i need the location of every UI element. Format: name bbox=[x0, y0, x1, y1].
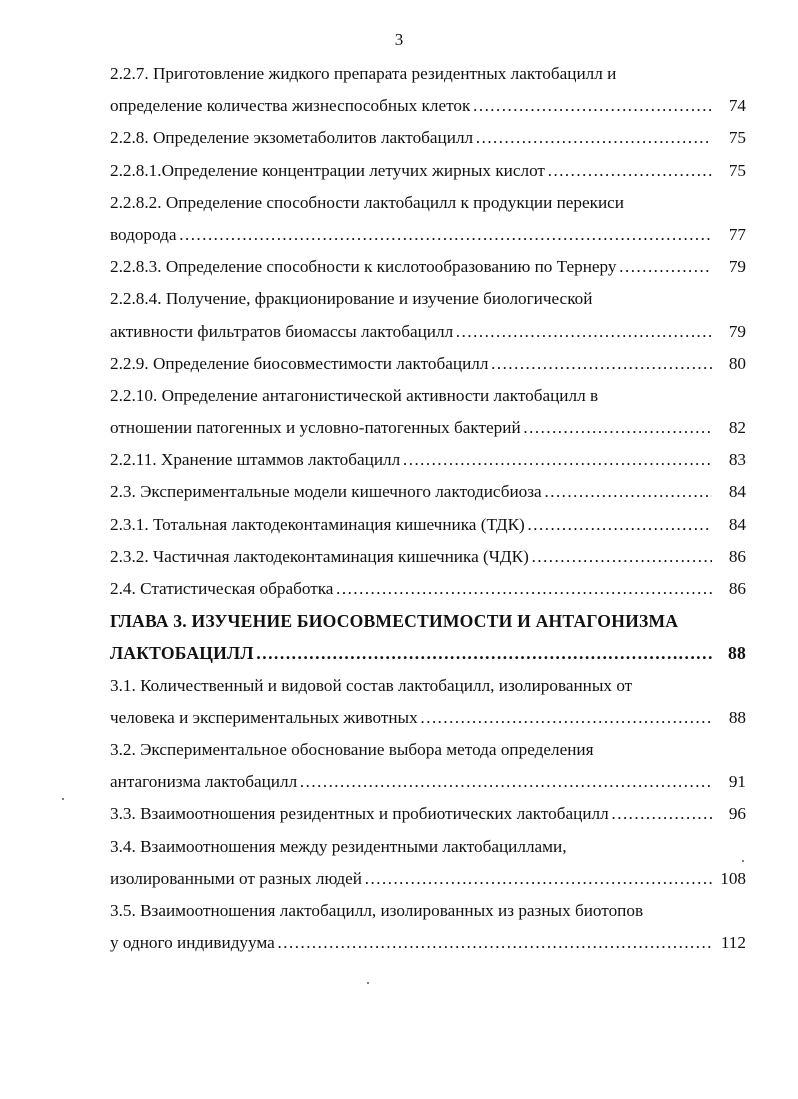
toc-entry-page: 79 bbox=[728, 257, 746, 277]
toc-entry-title: 2.2.8.1.Определение концентрации летучих жирных кислот bbox=[110, 160, 545, 180]
toc-entry-title: 2.2.8. Определение экзометаболитов лактобацилл bbox=[110, 128, 474, 148]
toc-entry-continued bbox=[110, 380, 746, 412]
toc-entry-title: изолированными от разных людей bbox=[110, 868, 362, 888]
toc-entry-title: определение количества жизнеспособных клеток bbox=[110, 96, 471, 116]
toc-entry-title: отношении патогенных и условно-патогенных бактерий bbox=[110, 418, 521, 438]
toc-entry bbox=[110, 90, 746, 122]
toc-entry bbox=[110, 573, 746, 605]
toc-entry-title: ГЛАВА 3. ИЗУЧЕНИЕ БИОСОВМЕСТИМОСТИ И АНТАГОНИЗМА bbox=[110, 611, 679, 632]
toc-entry bbox=[110, 219, 746, 251]
toc-entry-continued bbox=[110, 605, 746, 637]
toc-entry-title: ЛАКТОБАЦИЛЛ bbox=[110, 643, 254, 664]
scan-speck bbox=[367, 982, 369, 984]
toc-entry-title: 3.2. Экспериментальное обоснование выбора метода определения bbox=[110, 739, 594, 759]
toc-entry bbox=[110, 766, 746, 798]
toc-leader-dots bbox=[473, 122, 712, 154]
toc-entry bbox=[110, 348, 746, 380]
toc-entry bbox=[110, 316, 746, 348]
toc-entry bbox=[110, 251, 746, 283]
toc-entry-title: антагонизма лактобацилл bbox=[110, 772, 298, 792]
toc-leader-dots bbox=[453, 316, 712, 348]
toc-leader-dots bbox=[362, 863, 712, 895]
toc-entry-page: 75 bbox=[728, 160, 746, 180]
toc-leader-dots bbox=[609, 798, 712, 830]
toc-entry-title: 2.2.10. Определение антагонистической активности лактобацилл в bbox=[110, 385, 599, 405]
toc-entry-page: 74 bbox=[728, 96, 746, 116]
toc-entry-page: 88 bbox=[728, 643, 746, 664]
page-number: 3 bbox=[394, 30, 404, 49]
toc-entry bbox=[110, 122, 746, 154]
toc-entry-page: 112 bbox=[720, 933, 746, 953]
toc-entry-title: водорода bbox=[110, 224, 177, 244]
toc-entry-title: 3.3. Взаимоотношения резидентных и пробиотических лактобацилл bbox=[110, 804, 609, 824]
toc-leader-dots bbox=[297, 766, 712, 798]
toc-entry-title: 2.2.8.2. Определение способности лактобацилл к продукции перекиси bbox=[110, 192, 625, 212]
toc-entry-page: 91 bbox=[728, 772, 746, 792]
toc-entry-title: 2.3.2. Частичная лактодеконтаминация кишечника (ЧДК) bbox=[110, 546, 529, 566]
toc-entry-page: 77 bbox=[728, 224, 746, 244]
toc-entry-page: 83 bbox=[728, 450, 746, 470]
toc-entry-continued bbox=[110, 734, 746, 766]
toc-entry-title: 2.2.8.3. Определение способности к кислотообразованию по Тернеру bbox=[110, 257, 617, 277]
toc-entry-page: 86 bbox=[728, 579, 746, 598]
toc-entry-title: 2.2.9. Определение биосовместимости лактобацилл bbox=[110, 353, 489, 373]
toc-leader-dots bbox=[254, 637, 712, 669]
scan-speck bbox=[62, 798, 64, 800]
toc-leader-dots bbox=[521, 412, 712, 444]
toc-entry-title: 2.3. Экспериментальные модели кишечного лактодисбиоза bbox=[110, 482, 542, 502]
toc-leader-dots bbox=[470, 90, 712, 122]
toc-entry-page: 88 bbox=[728, 707, 746, 727]
toc-entry-continued bbox=[110, 831, 746, 863]
toc-entry-page: 84 bbox=[728, 514, 746, 534]
toc-entry bbox=[110, 798, 746, 830]
toc-entry bbox=[110, 927, 746, 959]
toc-entry bbox=[110, 476, 746, 508]
toc-entry bbox=[110, 155, 746, 187]
toc-leader-dots bbox=[418, 702, 712, 734]
toc-leader-dots bbox=[400, 444, 712, 476]
toc-entry-title: 2.2.7. Приготовление жидкого препарата резидентных лактобацилл и bbox=[110, 64, 617, 83]
toc-entry bbox=[110, 541, 746, 573]
toc-entry-title: 2.4. Статистическая обработка bbox=[110, 579, 334, 598]
toc-leader-dots bbox=[275, 927, 712, 959]
toc-entry-page: 75 bbox=[728, 128, 746, 148]
toc-entry-page: 79 bbox=[728, 321, 746, 341]
toc-entry-continued bbox=[110, 58, 746, 90]
toc-entry bbox=[110, 863, 746, 895]
toc-entry-continued bbox=[110, 187, 746, 219]
toc-entry-page: 96 bbox=[728, 804, 746, 824]
toc-entry-page: 84 bbox=[728, 482, 746, 502]
toc-entry-title: у одного индивидуума bbox=[110, 933, 275, 953]
toc-leader-dots bbox=[525, 509, 712, 541]
toc-entry-title: 3.5. Взаимоотношения лактобацилл, изолированных из разных биотопов bbox=[110, 900, 644, 920]
toc-entry-title: 3.4. Взаимоотношения между резидентными лактобациллами, bbox=[110, 836, 567, 856]
toc-entry bbox=[110, 444, 746, 476]
toc-entry-title: 2.2.8.4. Получение, фракционирование и изучение биологической bbox=[110, 289, 593, 309]
toc-entry bbox=[110, 509, 746, 541]
toc-entry-page: 82 bbox=[728, 418, 746, 438]
table-of-contents bbox=[110, 58, 746, 959]
toc-entry-title: 3.1. Количественный и видовой состав лактобацилл, изолированных от bbox=[110, 675, 633, 695]
toc-entry-title: 2.2.11. Хранение штаммов лактобацилл bbox=[110, 450, 401, 470]
toc-entry bbox=[110, 637, 746, 669]
toc-entry-page: 86 bbox=[728, 546, 746, 566]
toc-leader-dots bbox=[545, 155, 712, 187]
toc-leader-dots bbox=[488, 348, 712, 380]
toc-entry-continued bbox=[110, 283, 746, 315]
toc-leader-dots bbox=[617, 251, 712, 283]
toc-leader-dots bbox=[177, 219, 712, 251]
toc-entry-continued bbox=[110, 895, 746, 927]
toc-leader-dots bbox=[542, 476, 712, 508]
toc-entry-title: человека и экспериментальных животных bbox=[110, 707, 418, 727]
toc-entry bbox=[110, 412, 746, 444]
toc-entry-page: 108 bbox=[720, 868, 746, 888]
toc-entry-title: активности фильтратов биомассы лактобацилл bbox=[110, 321, 454, 341]
toc-entry-page: 80 bbox=[728, 353, 746, 373]
scan-speck bbox=[742, 860, 744, 862]
toc-entry-continued bbox=[110, 670, 746, 702]
toc-entry bbox=[110, 702, 746, 734]
toc-leader-dots bbox=[333, 573, 712, 605]
toc-leader-dots bbox=[529, 541, 712, 573]
toc-entry-title: 2.3.1. Тотальная лактодеконтаминация кишечника (ТДК) bbox=[110, 514, 525, 534]
